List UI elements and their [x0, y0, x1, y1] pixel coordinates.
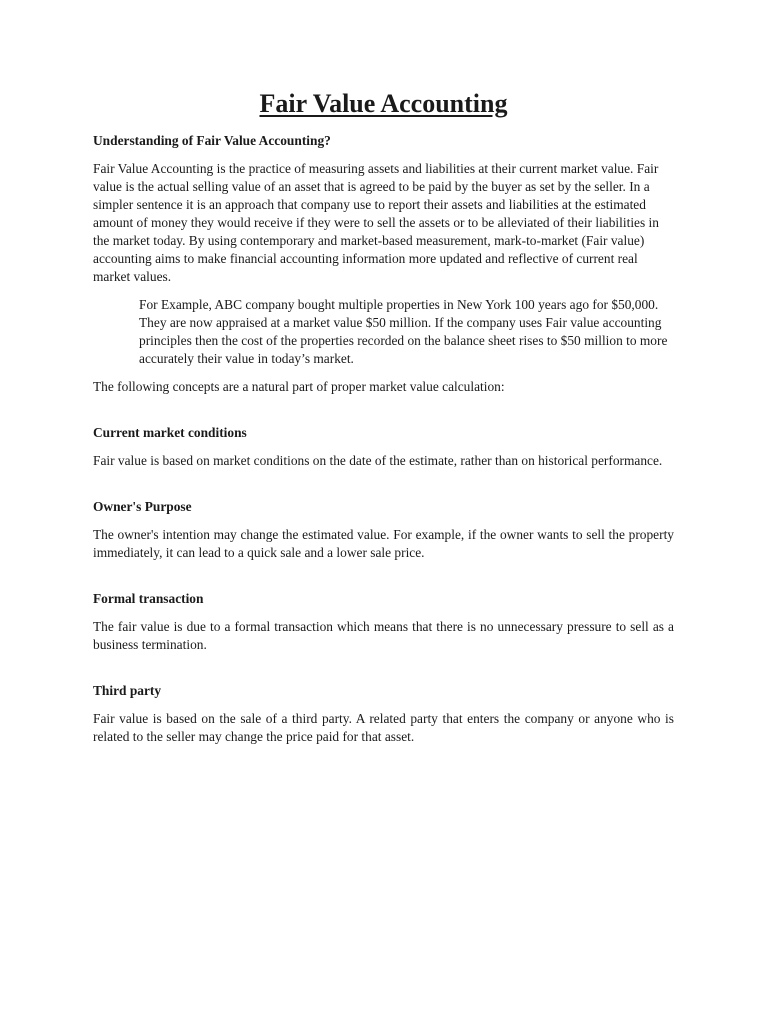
intro-paragraph: Fair Value Accounting is the practice of measuring assets and liabilities at their current market value. Fair value is the actual selling value of an asset that is agreed to be paid by the buyer as set by the seller. In a simpler sentence it is an approach that company use to report their assets and liabilities at the estimated amount of money they would receive if they were to sell the assets or to be alleviated of their liabilities in the market today. By using contemporary and market-based measurement, mark-to-market (Fair value) accounting aims to make financial accounting information more updated and reflective of current real market values. — [93, 161, 659, 284]
section-formal-transaction — [93, 590, 674, 654]
section-heading: Owner's Purpose — [93, 499, 192, 514]
section-body: Fair value is based on market conditions on the date of the estimate, rather than on historical performance. — [93, 453, 663, 468]
section-third-party — [93, 682, 674, 746]
section-heading: Formal transaction — [93, 591, 204, 606]
concepts-intro: The following concepts are a natural part of proper market value calculation: — [93, 379, 505, 394]
section-heading: Current market conditions — [93, 425, 247, 440]
section-owners-purpose — [93, 498, 674, 562]
section-heading: Third party — [93, 683, 162, 698]
section-body: The fair value is due to a formal transaction which means that there is no unnecessary pressure to sell as a business termination. — [93, 619, 674, 652]
example-paragraph: For Example, ABC company bought multiple properties in New York 100 years ago for $50,000. They are now appraised at a market value $50 million. If the company uses Fair value accounting principles then the cost of the properties recorded on the balance sheet rises to $50 million to more accurately their value in today’s market. — [139, 297, 668, 366]
document-title: Fair Value Accounting — [259, 89, 508, 118]
intro-heading: Understanding of Fair Value Accounting? — [93, 133, 331, 148]
section-body: Fair value is based on the sale of a third party. A related party that enters the company or anyone who is related to the seller may change the price paid for that asset. — [93, 711, 674, 744]
section-body: The owner's intention may change the estimated value. For example, if the owner wants to sell the property immediately, it can lead to a quick sale and a lower sale price. — [93, 527, 674, 560]
section-current-market-conditions — [93, 424, 674, 470]
